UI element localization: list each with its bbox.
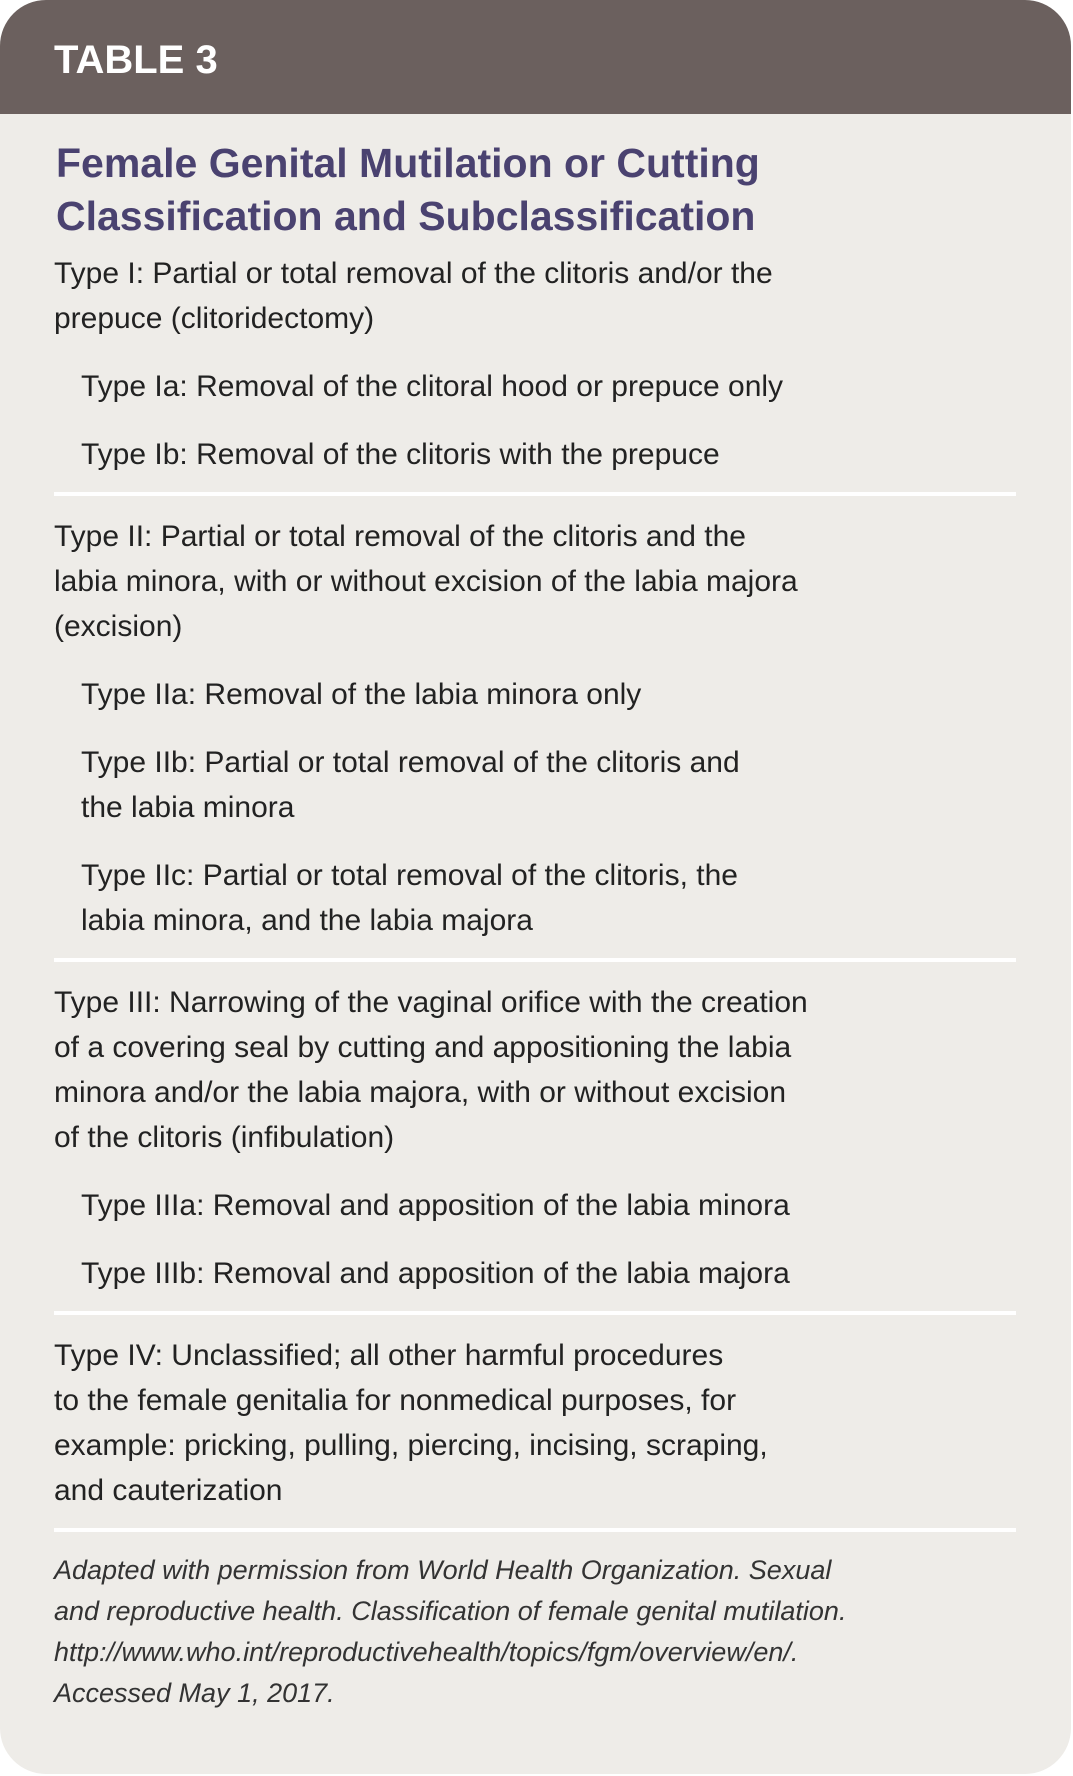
subtype-item	[54, 1183, 1016, 1228]
text-line: http://www.who.int/reproductivehealth/topics/fgm/overview/en/.	[54, 1637, 799, 1667]
type-group	[54, 980, 1016, 1296]
text-line: Type Ib: Removal of the clitoris with the prepuce	[81, 438, 720, 471]
subtype-item	[54, 364, 1016, 409]
text-line: Type IV: Unclassified; all other harmful procedures	[54, 1339, 724, 1372]
title-line: Classification and Subclassification	[56, 193, 756, 239]
text-line: to the female genitalia for nonmedical purposes, for	[54, 1384, 737, 1417]
subtype-item	[54, 1251, 1016, 1296]
text-line: Type Ia: Removal of the clitoral hood or prepuce only	[81, 370, 784, 403]
text-line: of a covering seal by cutting and appositioning the labia	[54, 1031, 792, 1064]
type-group	[54, 1333, 1016, 1513]
type-item	[54, 251, 1016, 341]
text-line: minora and/or the labia majora, with or without excision	[54, 1076, 787, 1109]
type-item	[54, 1333, 1016, 1513]
source-footnote	[54, 1550, 1016, 1714]
subtype-item	[54, 740, 1016, 830]
text-line: Type IIb: Partial or total removal of the clitoris and	[81, 746, 740, 779]
subtype-item	[54, 432, 1016, 477]
subtype-item	[54, 853, 1016, 943]
type-item	[54, 980, 1016, 1160]
classification-list	[54, 251, 1016, 1714]
text-line: (excision)	[54, 610, 183, 643]
text-line: Type IIc: Partial or total removal of the clitoris, the	[81, 859, 738, 892]
separator	[54, 492, 1016, 496]
text-line: Type IIIb: Removal and apposition of the labia majora	[81, 1257, 790, 1290]
text-line: Type II: Partial or total removal of the clitoris and the	[54, 520, 746, 553]
table-number-label: TABLE 3	[54, 38, 218, 82]
text-line: labia minora, with or without excision of the labia majora	[54, 565, 798, 598]
text-line: of the clitoris (infibulation)	[54, 1121, 395, 1154]
text-line: Accessed May 1, 2017.	[54, 1678, 335, 1708]
title-line: Female Genital Mutilation or Cutting	[56, 140, 760, 186]
text-line: Type III: Narrowing of the vaginal orifice with the creation	[54, 986, 808, 1019]
text-line: labia minora, and the labia majora	[81, 904, 533, 937]
text-line: prepuce (clitoridectomy)	[54, 302, 375, 335]
text-line: and cauterization	[54, 1474, 283, 1507]
text-line: Adapted with permission from World Health Organization. Sexual	[54, 1555, 832, 1585]
separator	[54, 958, 1016, 962]
text-line: and reproductive health. Classification of female genital mutilation.	[54, 1596, 847, 1626]
type-item	[54, 514, 1016, 649]
text-line: Type IIa: Removal of the labia minora only	[81, 678, 642, 711]
text-line: Type I: Partial or total removal of the clitoris and/or the	[54, 257, 773, 290]
type-group	[54, 251, 1016, 477]
table-header	[0, 0, 1071, 114]
text-line: example: pricking, pulling, piercing, incising, scraping,	[54, 1429, 768, 1462]
separator	[54, 1528, 1016, 1532]
text-line: the labia minora	[81, 791, 295, 824]
text-line: Type IIIa: Removal and apposition of the labia minora	[81, 1189, 790, 1222]
type-group	[54, 514, 1016, 943]
subtype-item	[54, 672, 1016, 717]
table-title	[56, 137, 1036, 243]
separator	[54, 1311, 1016, 1315]
